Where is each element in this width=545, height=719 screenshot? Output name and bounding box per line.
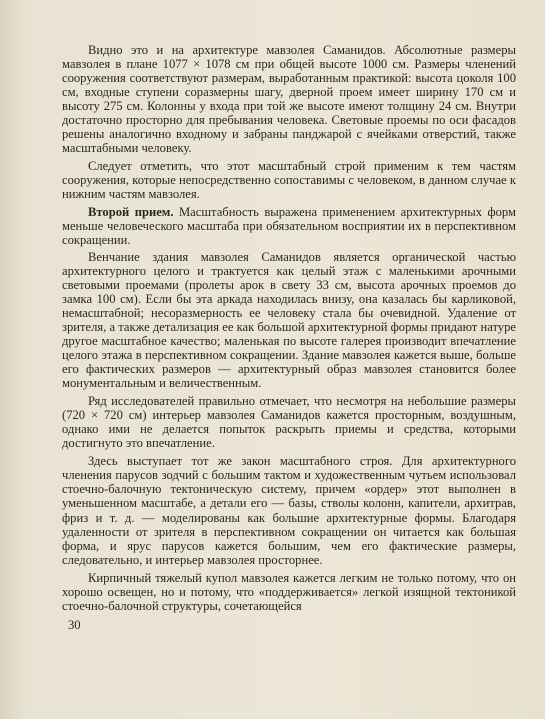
second-method-label: Второй прием. [88, 204, 174, 219]
paragraph-4: Ряд исследователей правильно отмечает, что несмотря на небольшие размеры (720 × 720 см) интерьер мавзолея Саманидов кажется просторным, воздушным, однако ими не делается попыток раскрыть приемы и средства, которыми достигнуто это впечатление. [62, 394, 516, 451]
paragraph-1: Видно это и на архитектуре мавзолея Саманидов. Абсолютные размеры мавзолея в плане 1077 × 1078 см при общей высоте 1000 см. Размеры членений сооружения соответствуют размерам, выработанным практикой: высота цоколя 100 см, входные ступени соразмерны шагу, дверной проем имеет ширину 170 см и высоту 275 см. Колонны у входа при той же высоте имеют толщину 24 см. Внутри достаточно просторно для пребывания человека. Световые проемы по оси фасадов решены аналогично входному и забраны панджарой с ячейками отверстий, также масштабными человеку. [62, 43, 516, 156]
page-number: 30 [68, 618, 81, 632]
paragraph-second-method [62, 205, 516, 247]
paragraph-2: Следует отметить, что этот масштабный строй применим к тем частям сооружения, которые непосредственно сопоставимы с человеком, в данном случае к нижним частям мавзолея. [62, 159, 516, 202]
second-method-text: Масштабность выражена применением архитектурных форм меньше человеческого масштаба при обязательном восприятии их в перспективном сокращении. [62, 204, 516, 247]
body-text [62, 43, 516, 617]
paragraph-6: Кирпичный тяжелый купол мавзолея кажется легким не только потому, что он хорошо освещен, но и потому, что «поддерживается» легкой изящной тектоникой стоечно-балочной структуры, сочетающейся [62, 570, 516, 613]
paragraph-5: Здесь выступает тот же закон масштабного строя. Для архитектурного членения парусов зодчий с большим тактом и художественным чутьем использовал стоечно-балочную тектоническую систему, причем «ордер» этот выполнен в уменьшенном масштабе, а детали его — базы, стволы колонн, капители, архитрав, фриз и т. д. — моделированы как большие архитектурные формы. Благодаря удаленности от зрителя в перспективном сокращении он читается как большая форма, и ярус парусов кажется большим, чем его фактические размеры, следовательно, и интерьер мавзолея просторнее. [62, 454, 516, 567]
paragraph-3: Венчание здания мавзолея Саманидов является органической частью архитектурного целого и трактуется как целый этаж с маленькими арочными световыми проемами (пролеты арок в свету 33 см, высота арочных проемов до замка 100 см). Если бы эта аркада находилась внизу, она казалась бы карликовой, немасштабной; несоразмерность ее человеку стала бы очевидной. Удаление от зрителя, а также детализация ее как большой архитектурной формы придают натуре другое масштабное качество; маленькая по высоте галерея производит впечатление целого этажа в перспективном сокращении. Здание мавзолея кажется выше, больше его фактических размеров — архитектурный образ мавзолея становится более монументальным и величественным. [62, 249, 516, 391]
